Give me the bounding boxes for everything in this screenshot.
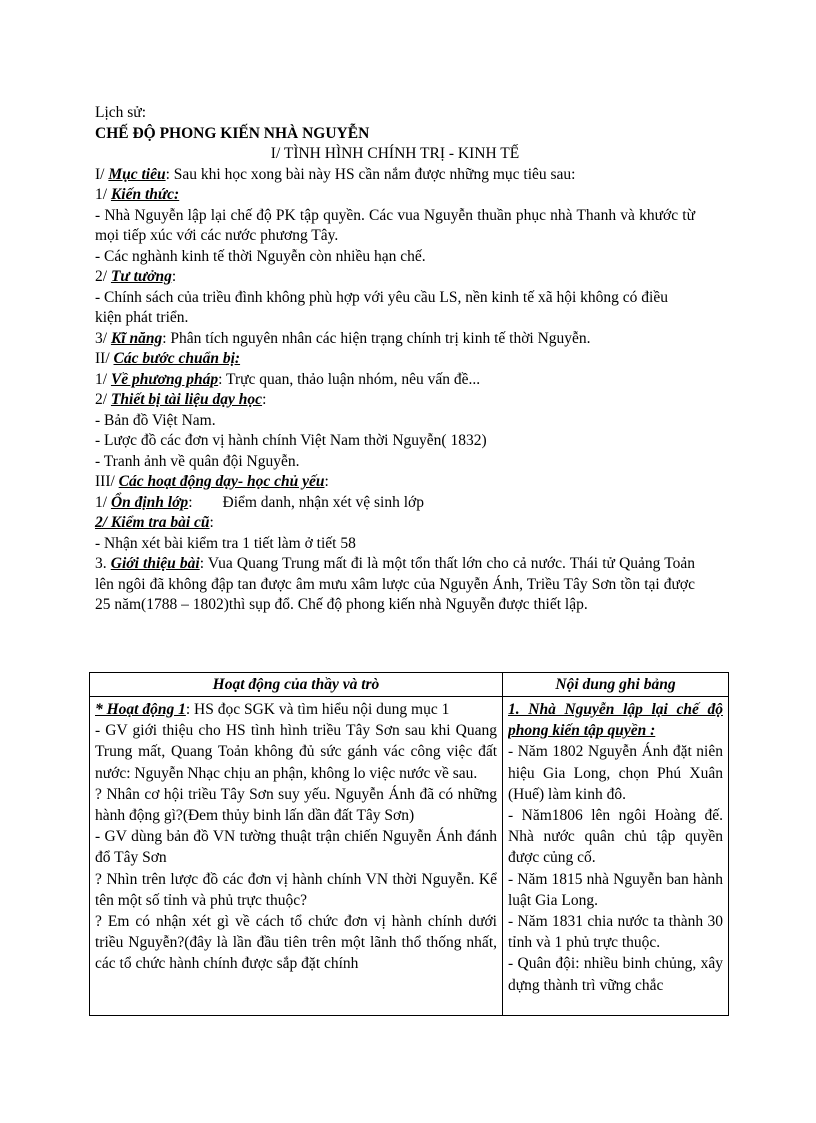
table-row — [90, 697, 729, 1016]
thought-text: - Chính sách của triều đình không phù hợp với yêu cầu LS, nền kinh tế xã hội không có điều kiện phát triển. — [95, 288, 668, 326]
materials-item-2: - Lược đồ các đơn vị hành chính Việt Nam thời Nguyễn( 1832) — [95, 432, 487, 449]
col-header-board-content: Nội dung ghi bảng — [503, 673, 729, 697]
knowledge-item-2: - Các nghành kinh tế thời Nguyễn còn nhiều hạn chế. — [95, 247, 426, 265]
activity-line-3: - GV dùng bản đồ VN tường thuật trận chiến Nguyễn Ánh đánh đổ Tây Sơn — [95, 828, 497, 867]
board-line-3: - Năm 1815 nhà Nguyễn ban hành luật Gia Long. — [508, 870, 723, 909]
knowledge-heading: 1/ Kiến thức: — [95, 186, 180, 203]
activity-line-4: ? Nhìn trên lược đồ các đơn vị hành chính VN thời Nguyễn. Kể tên một số tỉnh và phủ trực thuộc? — [95, 870, 497, 909]
intro-paragraph: 3. Giới thiệu bài: Vua Quang Trung mất đi là một tổn thất lớn cho cả nước. Thái tử Quảng Toản lên ngôi đã không đập tan được âm mưu xâm lược của Nguyễn Ánh, Triều Tây Sơn tồn tại được 25 năm(1788 – 1802)thì sụp đổ. Chế độ phong kiến nhà Nguyễn được thiết lập. — [95, 555, 696, 613]
activity-line-1: - GV giới thiệu cho HS tình hình triều Tây Sơn sau khi Quang Trung mất, Quang Toản không đủ sức gánh vác công việc đất nước: Nguyễn Nhạc chịu an phận, không lo việc nước về sau. — [95, 722, 497, 782]
board-line-4: - Năm 1831 chia nước ta thành 30 tỉnh và 1 phủ trực thuộc. — [508, 913, 723, 952]
check-old-text: - Nhận xét bài kiểm tra 1 tiết làm ở tiết 58 — [95, 534, 356, 552]
materials-heading: 2/ Thiết bị tài liệu dạy học: — [95, 391, 267, 408]
lesson-title: CHẾ ĐỘ PHONG KIẾN NHÀ NGUYỄN — [95, 124, 370, 142]
board-line-1: - Năm 1802 Nguyễn Ánh đặt niên hiệu Gia Long, chọn Phú Xuân (Huế) làm kinh đô. — [508, 743, 723, 803]
col-header-activities: Hoạt động của thầy và trò — [90, 673, 503, 697]
check-old-heading: 2/ Kiểm tra bài cũ: — [95, 514, 214, 531]
materials-item-3: - Tranh ảnh về quân đội Nguyễn. — [95, 452, 300, 470]
objectives-line: I/ Mục tiêu: Sau khi học xong bài này HS cần nắm được những mục tiêu sau: — [95, 165, 576, 183]
lesson-header-block — [95, 103, 695, 616]
skills-line: 3/ Kĩ năng: Phân tích nguyên nhân các hiện trạng chính trị kinh tế thời Nguyễn. — [95, 329, 591, 347]
thought-heading: 2/ Tư tưởng: — [95, 268, 177, 285]
knowledge-item-1: - Nhà Nguyễn lập lại chế độ PK tập quyền. Các vua Nguyễn thuần phục nhà Thanh và khước từ mọi tiếp xúc với các nước phương Tây. — [95, 206, 695, 244]
objectives-label: Mục tiêu — [108, 165, 166, 183]
board-section-title: 1. Nhà Nguyễn lập lại chế độ phong kiến tập quyền : — [508, 701, 723, 740]
activities-cell — [90, 697, 503, 1016]
preparation-heading: II/ Các bước chuẩn bị: — [95, 350, 241, 367]
lesson-plan-table — [89, 672, 729, 1016]
class-setup-line: 1/ Ổn định lớp: Điểm danh, nhận xét vệ sinh lớp — [95, 493, 424, 511]
activity-heading: * Hoạt động 1: HS đọc SGK và tìm hiểu nội dung mục 1 — [95, 701, 450, 718]
section-title: I/ TÌNH HÌNH CHÍNH TRỊ - KINH TẾ — [270, 145, 520, 162]
table-header-row — [90, 673, 729, 697]
board-line-2: - Năm1806 lên ngôi Hoàng đế. Nhà nước quân chủ tập quyền được củng cố. — [508, 807, 723, 867]
activity-line-2: ? Nhân cơ hội triều Tây Sơn suy yếu. Nguyễn Ánh đã có những hành động gì?(Đem thủy binh lấn dần đất Tây Sơn) — [95, 785, 497, 825]
activities-heading: III/ Các hoạt động dạy- học chủ yếu: — [95, 473, 329, 490]
method-line: 1/ Về phương pháp: Trực quan, thảo luận nhóm, nêu vấn đề... — [95, 370, 481, 388]
activity-line-5: ? Em có nhận xét gì về cách tổ chức đơn vị hành chính dưới triều Nguyễn?(đây là lần đầu tiên trên một lãnh thổ thống nhất, các tổ chức hành chính được sắp đặt chính — [95, 913, 497, 973]
subject-label: Lịch sử: — [95, 104, 147, 121]
materials-item-1: - Bản đồ Việt Nam. — [95, 411, 216, 429]
board-line-5: - Quân đội: nhiều binh chủng, xây dựng thành trì vững chắc — [508, 955, 723, 994]
board-content-cell — [503, 697, 729, 1016]
